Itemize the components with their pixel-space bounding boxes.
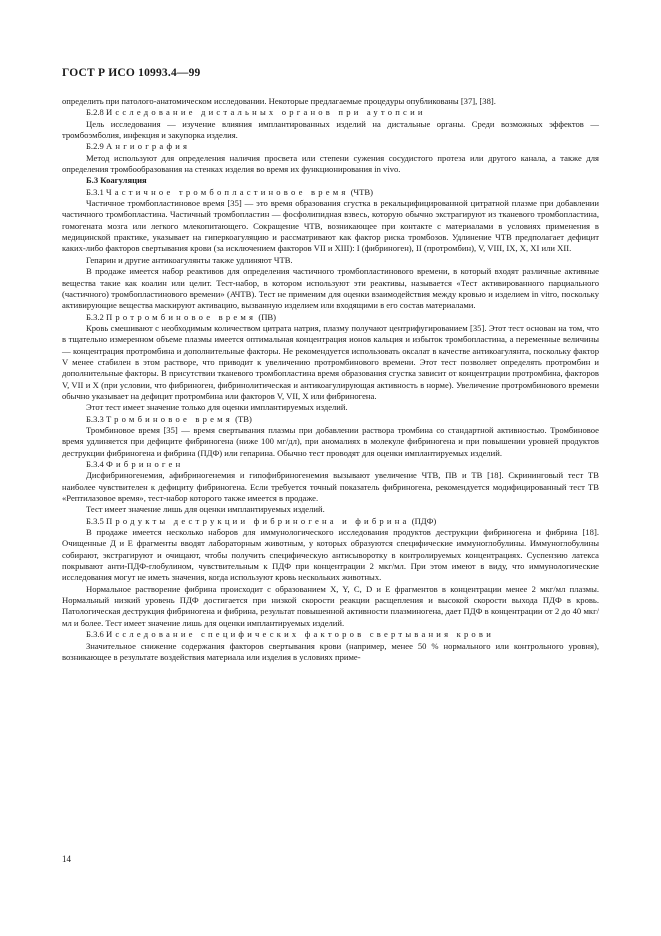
section-heading: Б.3 Коагуляция: [86, 175, 147, 186]
subsection-abbreviation: (ПВ): [258, 311, 277, 322]
subsection-heading: [62, 141, 599, 152]
subsection-abbreviation: (ПДФ): [411, 515, 437, 526]
paragraph: Метод используют для определения наличия просвета или степени сужения сосудистого протеза или другого канала, а также для определения тромбообразования на стенках изделия во время их функционирования in vivo.: [62, 152, 599, 175]
subsection-heading: [62, 516, 599, 527]
subsection-title: Фибриноген: [105, 459, 184, 469]
document-body: [62, 96, 599, 663]
paragraph: Цель исследования — изучение влияния имплантированных изделий на дистальные органы. Среди возможных эффектов — тромбоэмболия, инфекция и закупорка изделия.: [62, 118, 599, 141]
paragraph: Дисфибриногенемия, афибриногенемия и гипофибриногенемия вызывают увеличение ЧТВ, ПВ и ТВ [18]. Скрининговый тест ТВ наиболее чувствителен к дефициту фибриногена. Если требуется точный показатель фибриногена, рекомендуется модифицированный тест ТВ «Рептилазовое время», тест-набор которого также имеется в продаже.: [62, 470, 599, 504]
paragraph: Значительное снижение содержания факторов свертывания крови (например, менее 50 % нормального или контрольного уровня), возникающее в результате воздействия материала или изделия в условиях приме-: [62, 640, 599, 662]
subsection-title: Исследование специфических факторов свертывания крови: [105, 629, 494, 640]
subsection-number: Б.3.2: [86, 311, 104, 322]
subsection-abbreviation: (ЧТВ): [350, 186, 373, 197]
paragraph: Гепарин и другие антикоагулянты также удлиняют ЧТВ.: [86, 254, 293, 265]
standard-designation: ГОСТ Р ИСО 10993.4—99: [62, 67, 201, 79]
subsection-title: Протромбиновое время: [105, 311, 257, 322]
subsection-title: Тромбиновое время: [105, 413, 233, 424]
subsection-number: Б.2.9: [86, 141, 104, 152]
paragraph: В продаже имеется несколько наборов для иммунологического исследования продуктов деструкции фибриногена и фибрина [18]. Очищенные Д и Е фрагменты вводят лабораторным животным, у которых образуются специфические иммуноглобулины. Иммуноглобулины собирают, экстрагируют и очищают, чтобы получить специфическую антисыворотку в контролируемых концентрациях. Суспензию латекса покрывают анти-ПДФ-глобулином, чувствительным к ПДФ при концентрации 2 мкг/мл. При этом имеют в виду, что иммунологические исследования могут не иметь значения, когда используют кровь нескольких животных.: [62, 527, 599, 583]
subsection-heading: [62, 414, 599, 425]
subsection-number: Б.2.8: [86, 107, 104, 118]
page-header: [62, 67, 201, 79]
subsection-heading: [62, 107, 599, 118]
subsection-title: Исследование дистальных органов при аутопсии: [105, 107, 426, 118]
subsection-number: Б.3.4: [86, 459, 104, 469]
subsection-number: Б.3.3: [86, 413, 104, 424]
subsection-heading: [62, 312, 599, 323]
paragraph: Кровь смешивают с необходимым количеством цитрата натрия, плазму получают центрифугированием [35]. Этот тест основан на том, что в тщательно измеренном объеме плазмы имеется оптимальная концентрация ионов кальция и избыток тромбопластина, а переменные величины — концентрация протромбина и дополнительные факторы. Не рекомендуется использовать оксалат в качестве антикоагулянта, поскольку фактор V менее стабилен в этом растворе, что приводит к увеличению протромбинового времени. Этот тест позволяет определять протромбин и дополнительные факторы. В присутствии тканевого тромбопластина время образования сгустка зависит от концентрации протромбина, факторов V, VII и X (при условии, что фибриноген, фибринолитическая и антикоагулирующая активность в норме). Увеличение протромбинового времени обычно указывает на дефицит протромбина или факторов V, VII, X или фибриногена.: [62, 322, 599, 401]
subsection-number: Б.3.6: [86, 629, 104, 640]
subsection-heading: [62, 187, 599, 198]
paragraph: Тромбиновое время [35] — время свертывания плазмы при добавлении раствора тромбина со стандартной активностью. Тромбиновое время удлиняется при дефиците фибриногена (ниже 100 мг/дл), при аномалиях в молекуле фибриногена и при повышении уровней продуктов деструкции фибриногена и фибрина (ПДФ) или гепарина. Обычно тест проводят для оценки имплантируемых изделий.: [62, 424, 599, 458]
subsection-number: Б.3.5: [86, 515, 104, 526]
paragraph: Тест имеет значение лишь для оценки имплантируемых изделий.: [86, 504, 325, 515]
paragraph: Частичное тромбопластиновое время [35] — это время образования сгустка в рекальцифицированной цитратной плазме при добавлении частичного тромбопластина. Частичный тромбопластин — фосфолипидная взвесь, которую обычно экстрагируют из тканевого тромбопластина, гомогената мозга или легкого млекопитающего. Сокращение ЧТВ, возникающее при контакте с материалами в условиях применения в медицинской практике, указывает на гиперкоагуляцию и рассматривают как фактор риска тромбозов. Удлинение ЧТВ предполагает дефицит каких-либо факторов свертывания крови (за исключением факторов VII и XIII): I (фибриноген), II (протромбин), V, VIII, IX, X, XI или XII.: [62, 198, 599, 254]
subsection-title: Ангиография: [105, 141, 191, 152]
subsection-title: Частичное тромбопластиновое время: [105, 186, 349, 197]
paragraph: Нормальное растворение фибрина происходит с образованием X, Y, C, D и E фрагментов в концентрации менее 2 мкг/мл плазмы. Нормальный низкий уровень ПДФ достигается при низкой скорости реакции расщепления и высокой скорости выхода ПДФ в кровь. Патологическая деструкция фибриногена и фибрина, результат повышенной активности плазминогена, дает ПДФ в концентрации от 2 до 40 мкг/мл и более. Тест имеет значение лишь для оценки имплантируемых изделий.: [62, 583, 599, 628]
page-number: 14: [62, 854, 71, 864]
subsection-abbreviation: (ТВ): [235, 413, 252, 424]
subsection-number: Б.3.1: [86, 186, 104, 197]
subsection-heading: [62, 629, 599, 640]
paragraph: определить при патолого-анатомическом исследовании. Некоторые предлагаемые процедуры опубликованы [37], [38].: [62, 96, 496, 106]
subsection-heading: [62, 459, 599, 470]
paragraph: В продаже имеется набор реактивов для определения частичного тромбопластинового времени, в который входят различные активные вещества такие как коалин или целит. Тест-набор, в котором используют эти реактивы, называется «Тест активированного парциального (частичного) тромбопластинового времени» (АЧТВ). Тест не применим для оценки взаимодействия между кровью и изделием in vitro, поскольку активирующие вещества маскируют активацию, вызванную изделием или входящими в его состав материалами.: [62, 266, 599, 311]
subsection-title: Продукты деструкции фибриногена и фибрина: [105, 515, 410, 526]
paragraph: Этот тест имеет значение только для оценки имплантируемых изделий.: [86, 402, 348, 413]
